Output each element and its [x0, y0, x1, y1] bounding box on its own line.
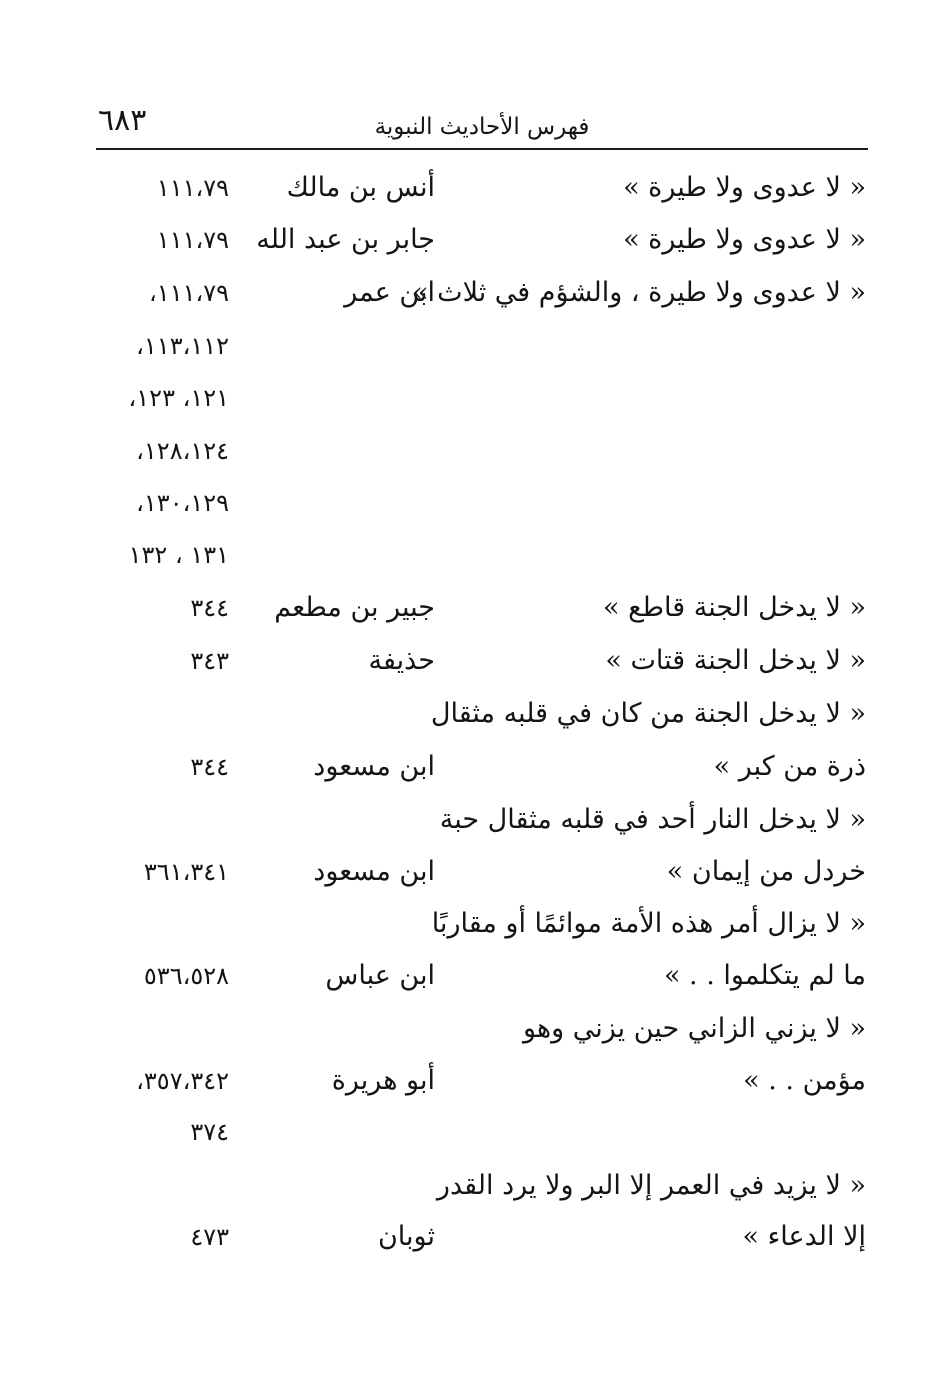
narrator-name: ابن عباس	[325, 960, 435, 991]
page-number: ٦٨٣	[98, 103, 147, 138]
hadith-text: « لا عدوى ولا طيرة »	[623, 172, 866, 203]
index-row	[0, 794, 941, 846]
index-row	[0, 950, 941, 1002]
index-row	[0, 214, 941, 266]
page-references: ١٢١، ١٢٣،	[128, 384, 229, 412]
hadith-text	[426, 372, 866, 424]
page-references	[89, 794, 229, 846]
index-row	[0, 529, 941, 581]
hadith-text	[426, 320, 866, 372]
narrator-name	[195, 372, 435, 424]
hadith-text: مؤمن . . »	[743, 1065, 866, 1096]
index-row	[0, 477, 941, 529]
narrator-name	[195, 1003, 435, 1055]
index-row	[0, 582, 941, 634]
hadith-text: خردل من إيمان »	[666, 856, 866, 887]
page-references	[89, 1003, 229, 1055]
narrator-name	[195, 529, 435, 581]
page-references: ١١١،٧٩،	[149, 279, 229, 307]
index-row	[0, 1211, 941, 1263]
narrator-name	[195, 1160, 435, 1212]
narrator-name: ثوبان	[377, 1221, 435, 1252]
page-references: ٣٤٤	[190, 753, 229, 781]
narrator-name	[195, 1106, 435, 1158]
hadith-text	[426, 529, 866, 581]
page-references	[89, 1160, 229, 1212]
index-row	[0, 320, 941, 372]
running-title: فهرس الأحاديث النبوية	[374, 114, 590, 140]
page-references: ٤٧٣	[190, 1223, 229, 1251]
page-references: ١٣٠،١٢٩،	[136, 489, 229, 517]
page-references	[89, 898, 229, 950]
narrator-name: جابر بن عبد الله	[256, 224, 435, 255]
index-row	[0, 898, 941, 950]
index-row	[0, 372, 941, 424]
hadith-text	[426, 1106, 866, 1158]
hadith-text: « لا يدخل الجنة من كان في قلبه مثقال	[430, 698, 866, 729]
page-references: ١٢٨،١٢٤،	[136, 437, 229, 465]
narrator-name	[195, 794, 435, 846]
index-row	[0, 162, 941, 214]
page-references: ٥٣٦،٥٢٨	[143, 962, 229, 990]
index-row	[0, 688, 941, 740]
index-row	[0, 846, 941, 898]
page-references: ٣٤٣	[190, 647, 229, 675]
index-row	[0, 267, 941, 319]
narrator-name: حذيفة	[368, 645, 435, 676]
index-row	[0, 1055, 941, 1107]
page-references: ٣٦١،٣٤١	[143, 858, 229, 886]
hadith-text: « لا عدوى ولا طيرة ، والشؤم في ثلاث »	[412, 277, 866, 308]
hadith-text	[426, 425, 866, 477]
hadith-text: « لا يزني الزاني حين يزني وهو	[522, 1013, 866, 1044]
hadith-text: « لا يزال أمر هذه الأمة موائمًا أو مقاربًا	[431, 908, 866, 939]
index-row	[0, 425, 941, 477]
narrator-name: جبير بن مطعم	[274, 592, 435, 623]
page-references: ٣٤٤	[190, 594, 229, 622]
hadith-text: « لا عدوى ولا طيرة »	[623, 224, 866, 255]
hadith-text: « لا يزيد في العمر إلا البر ولا يرد القدر	[436, 1170, 866, 1201]
hadith-text: « لا يدخل النار أحد في قلبه مثقال حبة	[439, 804, 866, 835]
page-references: ١١١،٧٩	[156, 174, 229, 202]
page-references	[89, 688, 229, 740]
narrator-name: ابن مسعود	[313, 856, 435, 887]
narrator-name	[195, 320, 435, 372]
page-references: ١١٣،١١٢،	[136, 332, 229, 360]
index-row	[0, 1003, 941, 1055]
page-references: ١٣١ ، ١٣٢	[128, 541, 229, 569]
narrator-name	[195, 425, 435, 477]
narrator-name	[195, 688, 435, 740]
hadith-text: « لا يدخل الجنة قتات »	[605, 645, 866, 676]
index-row	[0, 741, 941, 793]
page-references: ٣٥٧،٣٤٢،	[136, 1067, 229, 1095]
narrator-name	[195, 477, 435, 529]
hadith-text: ما لم يتكلموا . . »	[663, 960, 866, 991]
narrator-name: أبو هريرة	[331, 1065, 435, 1096]
narrator-name	[195, 898, 435, 950]
index-row	[0, 1106, 941, 1158]
page-references: ١١١،٧٩	[156, 226, 229, 254]
page-references: ٣٧٤	[190, 1118, 229, 1146]
index-row	[0, 1160, 941, 1212]
hadith-text	[426, 477, 866, 529]
narrator-name: ابن عمر	[344, 277, 435, 308]
hadith-text: إلا الدعاء »	[742, 1221, 866, 1252]
index-row	[0, 635, 941, 687]
narrator-name: أنس بن مالك	[286, 172, 435, 203]
narrator-name: ابن مسعود	[313, 751, 435, 782]
hadith-text: ذرة من كبر »	[713, 751, 866, 782]
hadith-text: « لا يدخل الجنة قاطع »	[603, 592, 866, 623]
